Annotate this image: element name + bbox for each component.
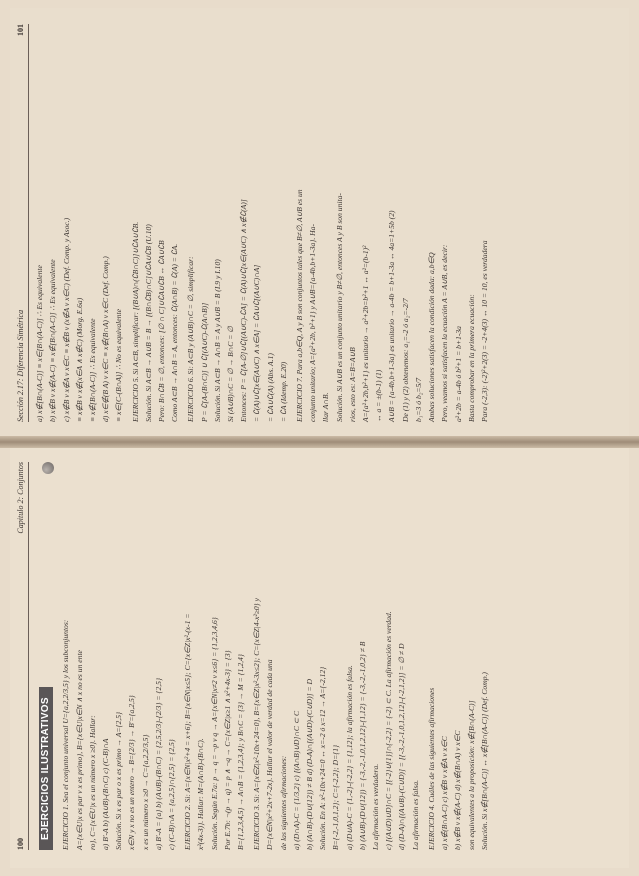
- exercise-line: Solución. Si x∉[B∩(A-C)] ↔ x∉[B∩(A-C)] (Def. Comp.): [479, 672, 489, 850]
- exercise-line: c) [(A∪D)∪D]∩C = [{-2}∪{1}]∩{-2,2} = {-2} ⊂ C. La afirmación es verdad.: [384, 611, 394, 850]
- exercise-line: Por E.7b: ¬(p → q) = p ∧ ¬q → C={x∈Z|x≥1 ∧ x²+4x-3} = {3}: [222, 650, 232, 850]
- exercise-line: Ambas soluciones satisfacen la condición dada: a,b∈Q: [427, 252, 437, 422]
- exercise-line: EJERCICIO 1. Sea el conjunto universal U={a,2,2/3,5} y los subconjuntos:: [61, 619, 71, 850]
- exercise-line: D={x∈N|x²+2x+7-2x}. Hallar el valor de verdad de cada una: [265, 659, 275, 850]
- left-page-number: 100: [16, 838, 25, 850]
- exercise-3: [252, 462, 421, 850]
- exercise-line: a) x∉(B∩A-C) c) x∉B v x∉A v x∈C: [440, 736, 450, 850]
- exercise-line: B={1,2,3,4,5} → A∩B = {1,2,3,4}; y B∩C = {3} → M = {1,2,4}: [236, 654, 246, 850]
- exercise-line: a) (D∪A)-C = {1,-2}-{-2,2} = {1,12}; la afirmación es falsa.: [344, 665, 354, 850]
- exercise-line: A={x∈U|x es par v x es primo}, B={x∈U|x∈N ∧ x no es un ente: [74, 650, 84, 850]
- exercise-line: b) x∉B v x∉(A-C) ≡ x∉[B∩(A-C)] ∴ Es equivalente: [48, 259, 58, 422]
- exercise-5: [131, 24, 181, 422]
- exercise-line: P = ∁[A-(B∩C)] ∪ ∁[(A∪C)-∁(A∩B)]: [199, 302, 209, 422]
- exercise-line: Pero, veamos si satisfacen la ecuación A = A∪B, es decir:: [440, 244, 450, 422]
- exercise-line: Solución. Si A⊂B → A∩B = A y A∪B = B (I.9 y I.10): [212, 259, 222, 422]
- exercise-line: La afirmación es falsa.: [410, 779, 420, 850]
- exercise-line: Como A⊂B → A∩B = A, entonces: ∁(A∩B) = ∁(A) = ∁A.: [170, 243, 180, 422]
- exercise-line: A={a²+2b,b²+1} es unitario → a²+2b=b²+1 ↔ a²=(b-1)²: [361, 245, 371, 422]
- exercise-line: La afirmación es verdadera.: [371, 763, 381, 850]
- left-page: [10, 448, 629, 868]
- exercise-line: A∪B = {a-4b,b+1-3a} es unitario → a-4b = b+1-3a ↔ 4a=1+5b (2): [387, 210, 397, 422]
- exercise-4: [427, 462, 490, 850]
- exercise-line: = ∁A∪∁(A) (Abs. A.1): [265, 353, 275, 422]
- exercise-line: x∈N y x no es un entero → B={2/3} → B'={a,2,5}: [127, 695, 137, 850]
- exercise-line: ≡ x∉[B∩(A-C)] ∴ Es equivalente: [88, 318, 98, 422]
- right-header: [16, 24, 29, 422]
- right-page: [10, 8, 629, 436]
- exercise-line: b) (A∪B)-(D∪{12}) = {-3,-2,-1,0,1,2,12}-{1,12} = {-3,-2,-1,0,2} ≠ B: [357, 641, 367, 850]
- exercise-line: EJERCICIO 2. Si: A={x∈N|x²+4 = x+6}; B={x∈N|x≤5}; C={x∈Z|x²-(x-1 =: [183, 613, 193, 850]
- exercise-line: a) B'-A = {a} b) (A∪B)-(B∩C) = {2,5,2/3}-{2/3} = {2,5}: [153, 678, 163, 850]
- exercise-line: b₁=3 ó b₂=5/7: [413, 377, 423, 422]
- exercise-line: b) (A∩B)-(D∪{12}) ≠ B d) (D-A)∩[(A∪D)-(C∪D)] = D: [305, 678, 315, 850]
- exercise-line: = ∁(A)∪∁[x∈(A∪C) ∧ x∈A] = ∁A∪∁[(A∪C)∩A]: [252, 264, 262, 422]
- exercise-line: De (1) y (2) obtenemos: a₁=-2 ó a₂=-2/7: [400, 298, 410, 422]
- right-page-number: 101: [16, 24, 25, 36]
- exercise-7: [295, 24, 490, 422]
- exercise-line: = ∁A (Idemp. E.20): [278, 361, 288, 422]
- exercise-line: x²(4x-3)}. Hallar: M=(A∩B)-(B∩C).: [196, 738, 206, 850]
- exercise-line: EJERCICIO 3. Si: A={x∈Z|x²-10x+24=0}, B={x∈Z|x²-3x≤2}; C={x∈Z|4-x²≥0} y: [252, 598, 262, 850]
- exercise-line: c) x∉B v x∉A v x∈C ≡ x∉B v (x∉A v x∈C) (Def. Comp. y Asoc.): [61, 217, 71, 422]
- exercise-line: rios, esto es: A=B=A∪B: [347, 347, 357, 422]
- exercise-line: Basta comprobar en la primera ecuación:: [466, 294, 476, 422]
- exercise-line: d) (D-A)∩[(A∪B)-(C∪D)] = [{-3,-2,-1,0,1,2,12}-{-2,1,2}] = ∅ ≠ D: [397, 643, 407, 850]
- left-chapter-title: Capitulo 2: Conjuntos: [16, 462, 25, 534]
- exercise-line: Pero: B∩∁B = ∅, entonces: [∅ ∩ C]∪∁A∪∁B ↔ ∁A∪∁B: [157, 240, 167, 422]
- exercise-line: EJERCICIO 6. Si: A⊂B y (A∪B)∩C = ∅, simplificar:: [186, 256, 196, 422]
- exercise-line: conjunto unitario; A={a²+2b, b²+1} y A∪B={a-4b,b+1-3a}. Ha-: [308, 224, 318, 422]
- exercises-banner: EJERCICIOS ILUSTRATIVOS: [39, 687, 53, 850]
- book-gutter: [0, 436, 639, 448]
- exercise-line: x es un número x ≥0 → C={a,2,2/3,5}: [140, 734, 150, 850]
- exercise-2: [183, 462, 246, 850]
- exercise-line: Entonces: P = ∁[A-∅]∪∁[(A∪C)-∁A] = ∁(A)∪∁[x∈(A∪C) ∧ x∉∁(A)]: [239, 199, 249, 422]
- exercise-line: ↔ a = ±(b-1) (1): [374, 369, 384, 422]
- exercise-line: Si (A∪B)∩C = ∅ → B∩C = ∅: [226, 326, 236, 422]
- exercise-line: B={-2,-1,0,1,2}; C={-2,2}; D={1}: [331, 744, 341, 850]
- exercise-4-continued: [35, 24, 124, 422]
- exercise-line: son equivalentes a la proposición: x∉[B∩(A-C)]: [466, 700, 476, 850]
- right-section-title: Sección 2.17: Diferencia Simétrica: [16, 309, 25, 422]
- exercise-line: a) (D∩A)-C = {1/3,2} c) [(A∩B)∪D]∩C ⊂ C: [291, 710, 301, 850]
- exercise-line: d) x∈∉(B A) v x∈C ≡ x∉(B∩A) v x∈C (Def. Comp.): [101, 256, 111, 422]
- exercise-line: de las siguientes afirmaciones:: [278, 755, 288, 850]
- exercise-line: c) (C-B)∩A = {a,2,5}∩{2,5} = {2,5}: [167, 739, 177, 850]
- exercise-line: Solución. Si A∪B es un conjunto unitario y B≠∅, entonces A y B son unita-: [334, 193, 344, 422]
- exercise-line: Solución. Si A⊂B → A∪B = B → [(B∩∁B)∩C]∪∁A∪∁B (U.10): [143, 224, 153, 422]
- exercise-line: a²+2b = a-4b ó b²+1 = b+1-3a: [453, 326, 463, 422]
- exercise-line: Solución. Si x es par o x es primo → A={2,5}: [114, 711, 124, 850]
- exercise-line: Solución. En A: x²-10x+24=0 ↔ x=-2 ó x=12 → A={-2,12}: [318, 666, 328, 850]
- exercise-line: llar A∩B.: [321, 392, 331, 422]
- exercise-line: EJERCICIO 5. Si A⊂B, simplificar: [(B∪A)∩(∁B∩C)]∪∁A∪∁B.: [130, 221, 140, 422]
- exercise-line: a) B'-A b) (A∪B)-(B∩C) c) (C-B)∩A: [101, 738, 111, 850]
- exercise-line: a) x∉[B∩(A-C)] ≡ x∈[B∩(A-C)] ∴ Es equivalente: [35, 265, 45, 422]
- exercise-line: ≡ x∈[C-(B∩A)] ∴ No es equivalente: [114, 309, 124, 422]
- exercise-line: ro}, C={x∈U|x es un número x ≥0}. Hallar:: [87, 715, 97, 850]
- left-header: [16, 462, 29, 850]
- globe-icon: [42, 462, 54, 474]
- exercise-1: [61, 462, 177, 850]
- exercise-6: [186, 24, 289, 422]
- exercise-line: EJERCICIO 7. Para a,b∈Q, A y B son conjuntos tales que B≠∅, A∪B es un: [295, 189, 305, 422]
- exercise-line: ≡ x∉B v x∉(x∈A ∧ x∉C) (Morg. E.6a): [74, 297, 84, 422]
- exercise-line: Solución. Según E.7a: p → q = ¬p v q → A={x∈N|x≠2 v x≤6} = {1,2,3,4,6}: [209, 617, 219, 850]
- exercise-line: b) x∉B v x∉(A-C) d) x∉(B∩A) v x∈C: [453, 730, 463, 850]
- exercise-line: Para (-2,3): (-2)²+2(3) = -2+4(3) ↔ 10 = 10, es verdadera: [479, 240, 489, 422]
- exercise-line: EJERCICIO 4. Cuáles de las siguientes afirmaciones: [426, 687, 436, 850]
